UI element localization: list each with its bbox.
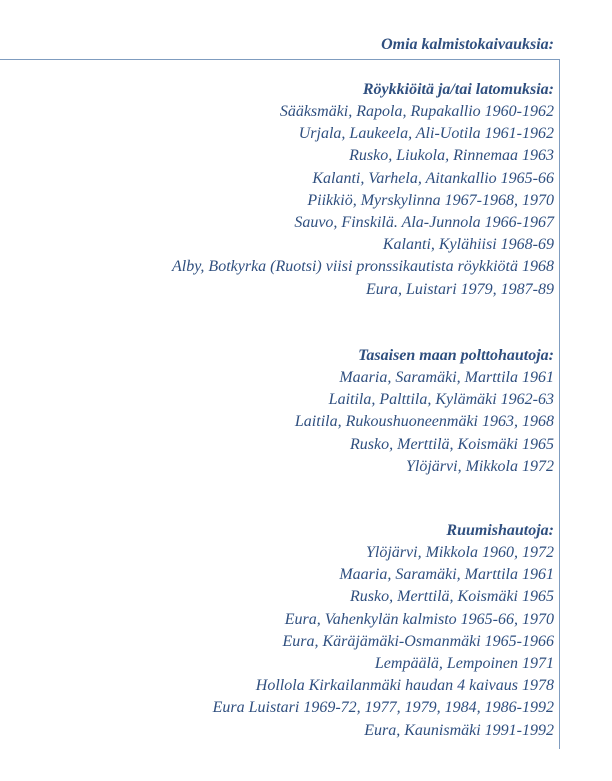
list-item: Lempäälä, Lempoinen 1971 <box>374 655 554 673</box>
page-title: Omia kalmistokaivauksia: <box>381 36 554 53</box>
list-item: Laitila, Rukoushuoneenmäki 1963, 1968 <box>294 413 554 431</box>
horizontal-rule <box>0 59 560 60</box>
list-item: Ylöjärvi, Mikkola 1960, 1972 <box>366 544 554 561</box>
section-heading: Tasaisen maan polttohautoja: <box>358 347 554 364</box>
list-item: Piikkiö, Myrskylinna 1967-1968, 1970 <box>307 191 554 209</box>
section-cairns <box>14 79 554 301</box>
list-item: Eura, Kaunismäki 1991-1992 <box>364 721 554 739</box>
list-item: Maaria, Saramäki, Marttila 1961 <box>339 566 554 584</box>
entry-list <box>14 367 554 478</box>
list-item: Alby, Botkyrka (Ruotsi) viisi pronssikautista röykkiötä 1968 <box>171 258 554 276</box>
list-item: Eura Luistari 1969-72, 1977, 1979, 1984, 1986-1992 <box>212 699 554 717</box>
list-item: Kalanti, Varhela, Aitankallio 1965-66 <box>312 169 554 187</box>
list-item: Rusko, Merttilä, Koismäki 1965 <box>350 588 554 606</box>
list-item: Sauvo, Finskilä. Ala-Junnola 1966-1967 <box>294 214 554 232</box>
vertical-rule <box>559 59 560 749</box>
list-item: Hollola Kirkailanmäki haudan 4 kaivaus 1978 <box>255 677 554 695</box>
list-item: Urjala, Laukeela, Ali-Uotila 1961-1962 <box>298 125 554 143</box>
list-item: Rusko, Merttilä, Koismäki 1965 <box>350 435 554 453</box>
list-item: Kalanti, Kylähiisi 1968-69 <box>382 236 554 254</box>
section-heading: Ruumishautoja: <box>446 522 554 539</box>
list-item: Eura, Vahenkylän kalmisto 1965-66, 1970 <box>284 610 554 628</box>
list-item: Ylöjärvi, Mikkola 1972 <box>406 457 554 475</box>
list-item: Laitila, Palttila, Kylämäki 1962-63 <box>328 391 554 409</box>
list-item: Sääksmäki, Rapola, Rupakallio 1960-1962 <box>279 103 554 120</box>
section-heading: Röykkiöitä ja/tai latomuksia: <box>362 81 554 98</box>
entry-list <box>14 101 554 301</box>
section-inhumation-graves <box>14 520 554 742</box>
entry-list <box>14 542 554 742</box>
list-item: Rusko, Liukola, Rinnemaa 1963 <box>349 147 554 165</box>
section-cremation-graves <box>14 345 554 478</box>
list-item: Maaria, Saramäki, Marttila 1961 <box>339 369 554 386</box>
list-item: Eura, Luistari 1979, 1987-89 <box>365 280 554 298</box>
list-item: Eura, Käräjämäki-Osmanmäki 1965-1966 <box>282 632 554 650</box>
